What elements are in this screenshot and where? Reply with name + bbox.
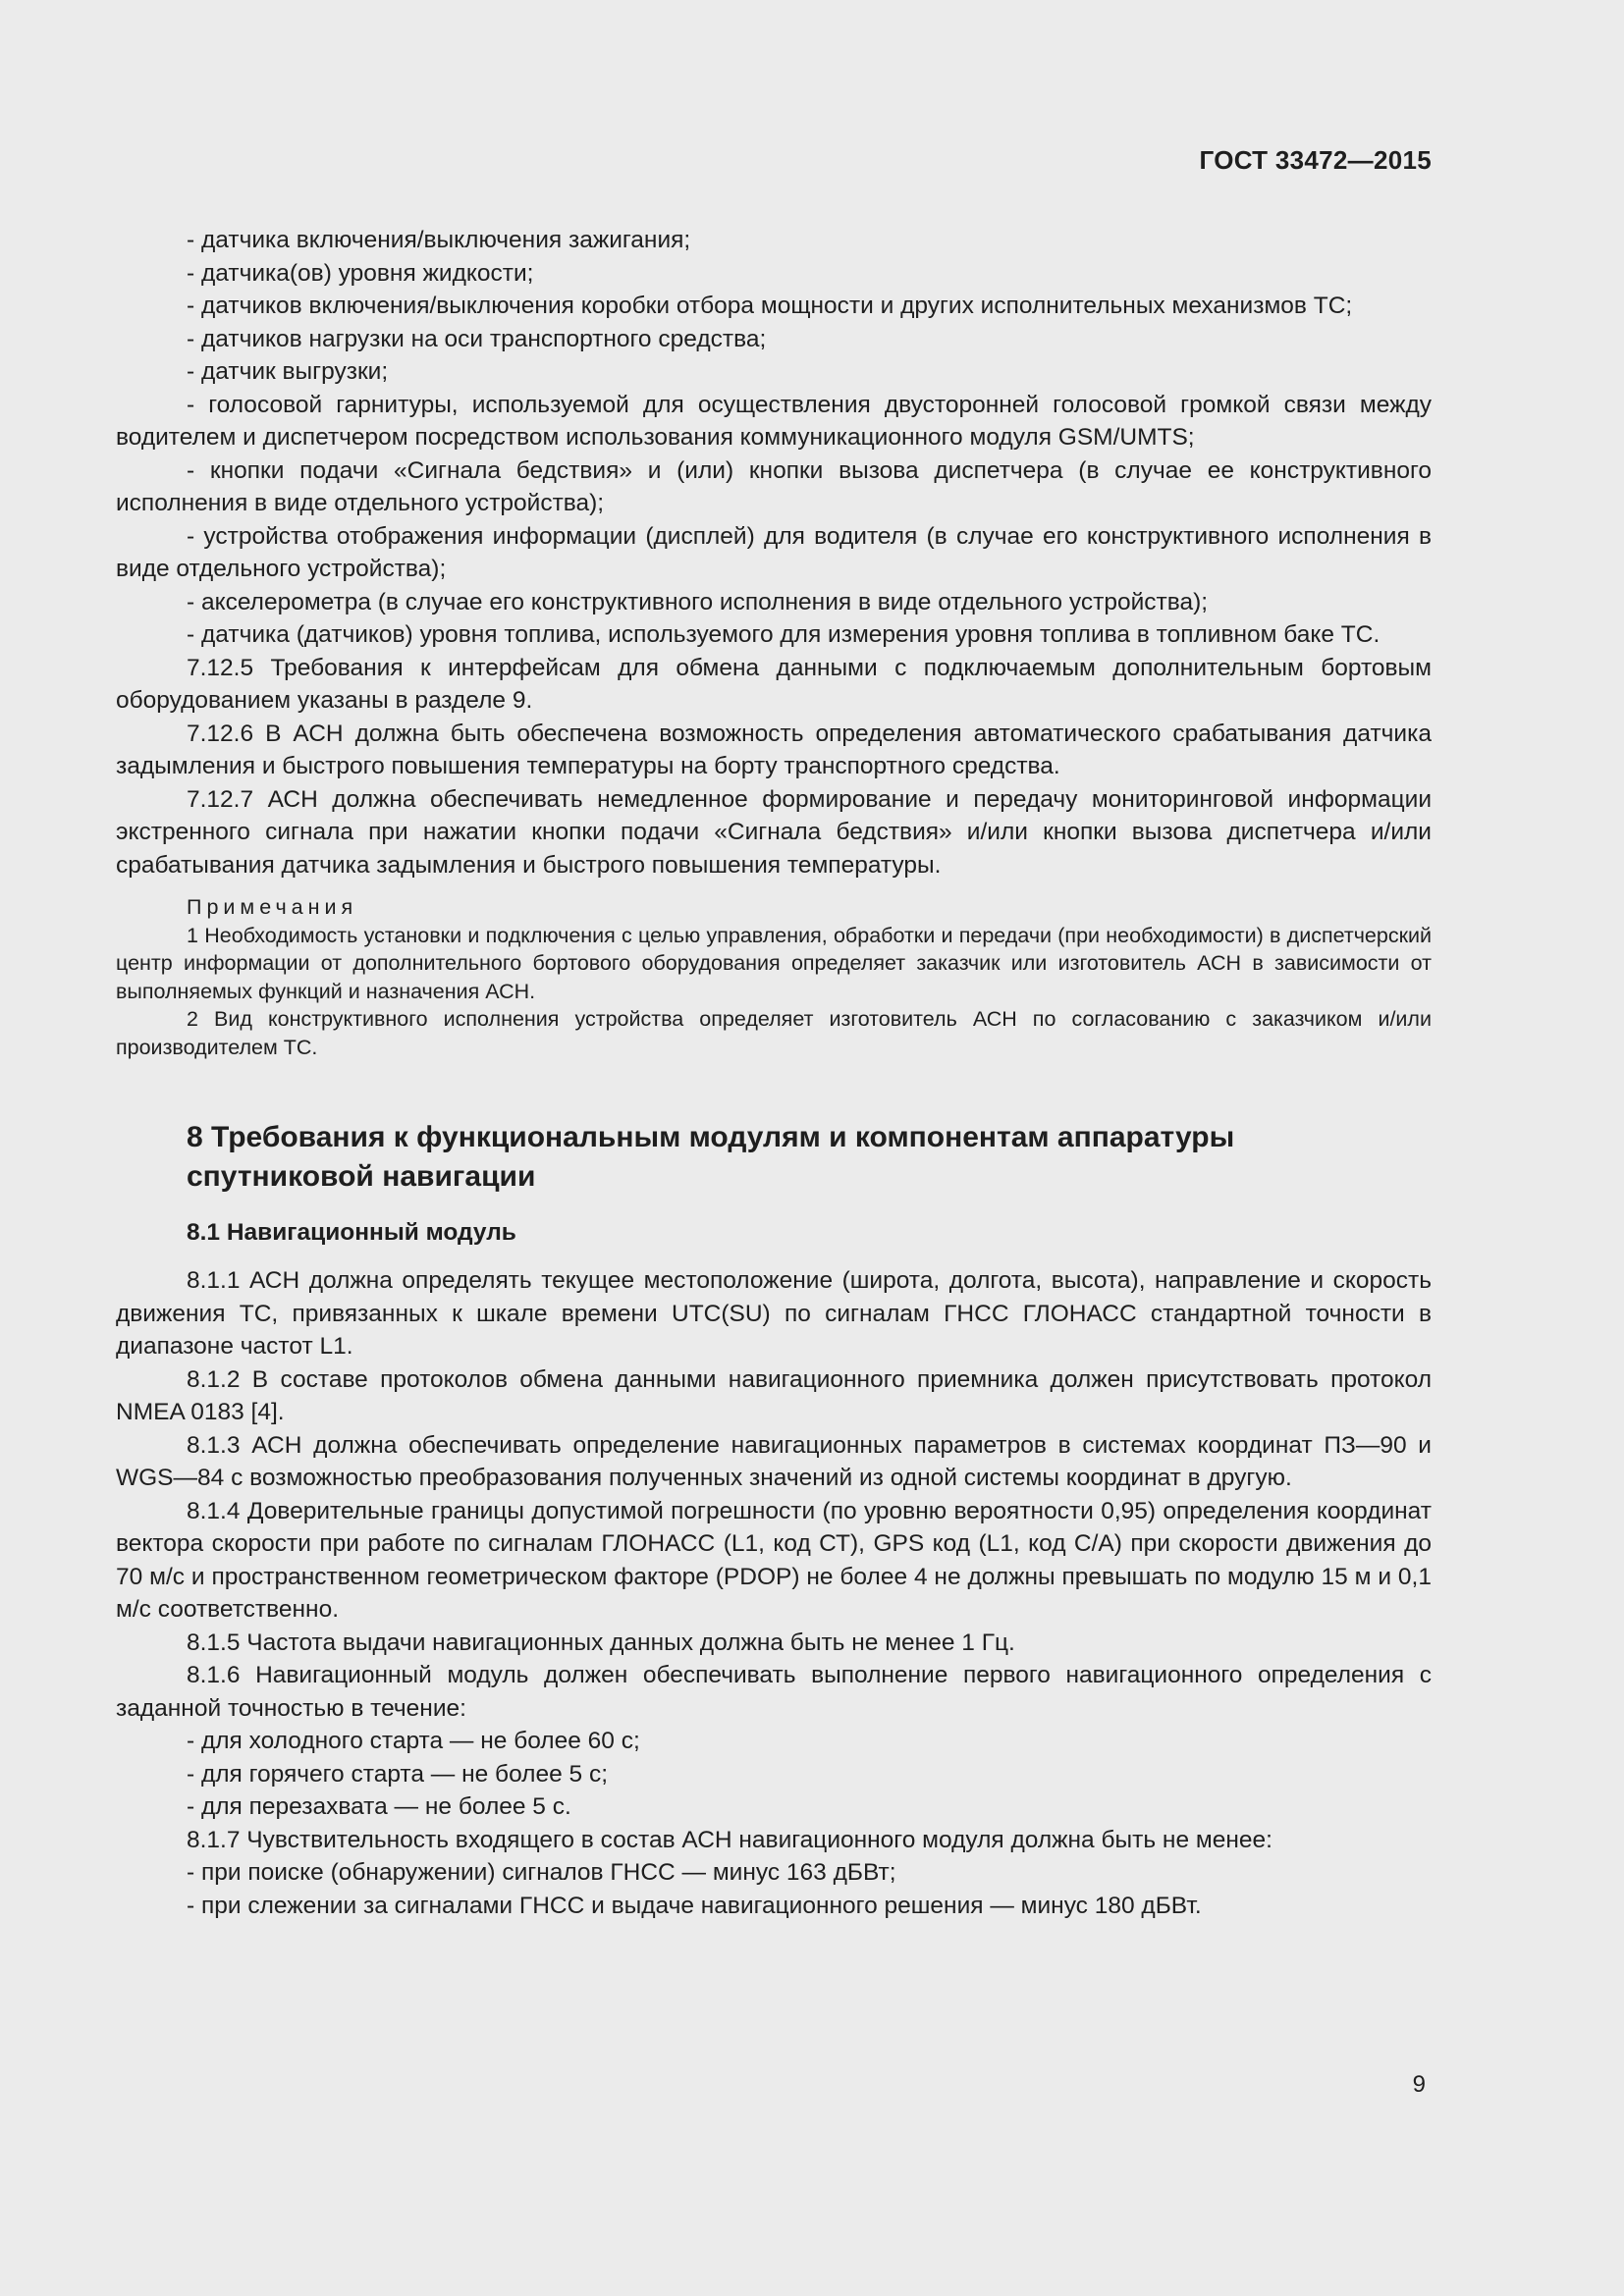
note-2: 2 Вид конструктивного исполнения устройства определяет изготовитель АСН по согласованию с заказчиком и/или производителем ТС. — [116, 1007, 1432, 1059]
list-item: - для холодного старта — не более 60 с; — [187, 1728, 640, 1754]
subsection-title: 8.1 Навигационный модуль — [187, 1219, 516, 1246]
clause-8-1-2: 8.1.2 В составе протоколов обмена данными навигационного приемника должен присутствовать протокол NMEA 0183 [4]. — [116, 1365, 1432, 1425]
page-number: 9 — [1412, 2071, 1426, 2098]
clause-8-1-6: 8.1.6 Навигационный модуль должен обеспечивать выполнение первого навигационного определения с заданной точностью в течение: — [116, 1662, 1432, 1722]
clause-8-1-1: 8.1.1 АСН должна определять текущее местоположение (широта, долгота, высота), направление и скорость движения ТС, привязанных к шкале времени UTC(SU) по сигналам ГНСС ГЛОНАСС стандартной точности в диапазоне частот L1. — [116, 1267, 1432, 1360]
clause-8-1-5: 8.1.5 Частота выдачи навигационных данных должна быть не менее 1 Гц. — [187, 1629, 1015, 1656]
list-item: - датчиков включения/выключения коробки отбора мощности и других исполнительных механизмов ТС; — [187, 293, 1353, 319]
clause-7-12-7: 7.12.7 АСН должна обеспечивать немедленное формирование и передачу мониторинговой информации экстренного сигнала при нажатии кнопки подачи «Сигнала бедствия» и/или кнопки вызова диспетчера и/или срабатывания датчика задымления и быстрого повышения температуры. — [116, 785, 1432, 879]
note-1: 1 Необходимость установки и подключения с целью управления, обработки и передачи (при необходимости) в диспетчерский центр информации от дополнительного бортового оборудования определяет заказчик или изготовитель АСН в зависимости от выполняемых функций и назначения АСН. — [116, 923, 1432, 1003]
clause-8-1-4: 8.1.4 Доверительные границы допустимой погрешности (по уровню вероятности 0,95) определения координат вектора скорости при работе по сигналам ГЛОНАСС (L1, код СТ), GPS код (L1, код С/А) при скорости движения до 70 м/с и пространственном геометрическом факторе (PDOP) не более 4 не должны превышать по модулю 15 м и 0,1 м/с соответственно. — [116, 1497, 1432, 1623]
document-id: ГОСТ 33472—2015 — [1199, 145, 1432, 175]
clause-7-12-5: 7.12.5 Требования к интерфейсам для обмена данными с подключаемым дополнительным бортовым оборудованием указаны в разделе 9. — [116, 654, 1432, 714]
list-item: - датчика(ов) уровня жидкости; — [187, 259, 534, 287]
notes-title: Примечания — [187, 895, 358, 919]
document-body — [116, 224, 1432, 1922]
section-title: 8 Требования к функциональным модулям и компонентам аппаратуры спутниковой навигации — [187, 1121, 1235, 1193]
notes-block — [116, 893, 1432, 1061]
list-item: - датчика включения/выключения зажигания; — [187, 227, 691, 253]
list-item: - датчик выгрузки; — [187, 358, 389, 385]
list-item: - кнопки подачи «Сигнала бедствия» и (или) кнопки вызова диспетчера (в случае ее конструктивного исполнения в виде отдельного устройства); — [116, 456, 1432, 516]
list-item: - акселерометра (в случае его конструктивного исполнения в виде отдельного устройства); — [187, 588, 1209, 615]
list-item: - для горячего старта — не более 5 с; — [187, 1760, 609, 1788]
clause-8-1-7: 8.1.7 Чувствительность входящего в состав АСН навигационного модуля должна быть не менее: — [187, 1826, 1272, 1853]
list-item: - для перезахвата — не более 5 с. — [187, 1793, 571, 1820]
list-item: - голосовой гарнитуры, используемой для осуществления двусторонней голосовой громкой связи между водителем и диспетчером посредством использования коммуникационного модуля GSM/UMTS; — [116, 391, 1432, 451]
clause-8-1-3: 8.1.3 АСН должна обеспечивать определение навигационных параметров в системах координат ПЗ—90 и WGS—84 с возможностью преобразования полученных значений из одной системы координат в другую. — [116, 1431, 1432, 1491]
list-item: - при слежении за сигналами ГНСС и выдаче навигационного решения — минус 180 дБВт. — [187, 1892, 1202, 1919]
list-item: - устройства отображения информации (дисплей) для водителя (в случае его конструктивного исполнения в виде отдельного устройства); — [116, 522, 1432, 582]
list-item: - датчика (датчиков) уровня топлива, используемого для измерения уровня топлива в топливном баке ТС. — [187, 621, 1380, 648]
document-page — [116, 0, 1432, 2296]
list-item: - при поиске (обнаружении) сигналов ГНСС — минус 163 дБВт; — [187, 1859, 896, 1886]
clause-7-12-6: 7.12.6 В АСН должна быть обеспечена возможность определения автоматического срабатывания датчика задымления и быстрого повышения температуры на борту транспортного средства. — [116, 720, 1432, 779]
list-item: - датчиков нагрузки на оси транспортного средства; — [187, 325, 767, 352]
